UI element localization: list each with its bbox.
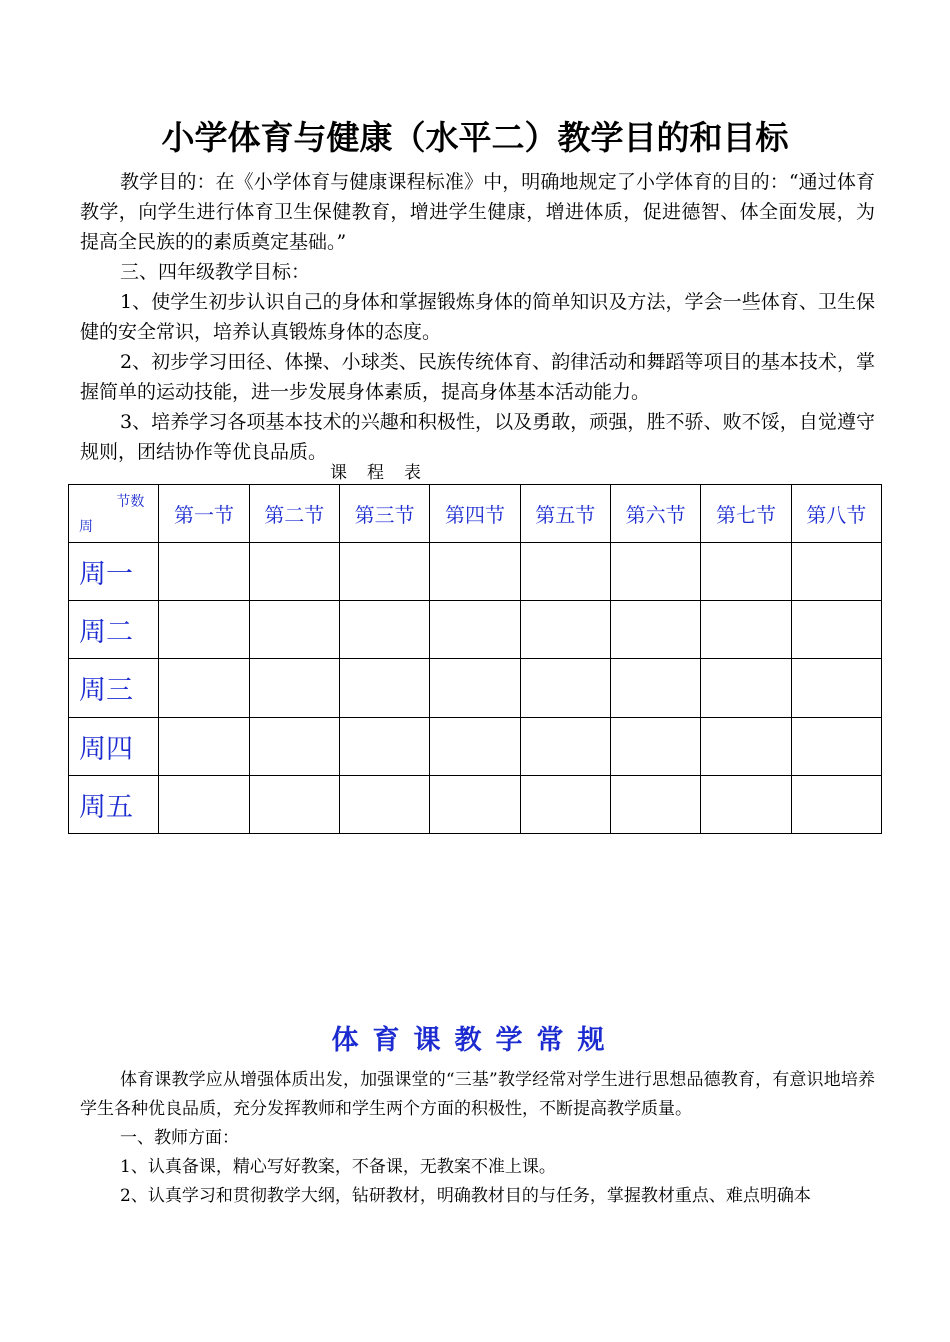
purpose-section	[80, 167, 875, 467]
table-row	[69, 543, 882, 601]
corner-week-label: 周	[79, 519, 93, 535]
schedule-cell	[520, 601, 610, 659]
schedule-cell	[791, 659, 881, 717]
schedule-cell	[701, 601, 791, 659]
schedule-cell	[430, 543, 520, 601]
teacher-heading: 一、教师方面：	[120, 1128, 239, 1148]
period-header-1: 第一节	[159, 485, 249, 543]
table-row	[69, 775, 882, 833]
schedule-cell	[520, 717, 610, 775]
schedule-cell	[249, 659, 339, 717]
schedule-cell	[791, 601, 881, 659]
period-header-5: 第五节	[520, 485, 610, 543]
goal-item-1: 1、使学生初步认识自己的身体和掌握锻炼身体的简单知识及方法，学会一些体育、卫生保健的安全常识，培养认真锻炼身体的态度。	[80, 291, 875, 343]
period-header-2: 第二节	[249, 485, 339, 543]
schedule-cell	[610, 659, 700, 717]
schedule-cell	[159, 543, 249, 601]
goal-item-3: 3、培养学习各项基本技术的兴趣和积极性，以及勇敢，顽强，胜不骄、败不馁，自觉遵守规则，团结协作等优良品质。	[80, 411, 875, 463]
page-title: 小学体育与健康（水平二）教学目的和目标	[161, 118, 789, 157]
schedule-cell	[249, 601, 339, 659]
period-header-7: 第七节	[701, 485, 791, 543]
schedule-cell	[159, 659, 249, 717]
period-header-6: 第六节	[610, 485, 700, 543]
purpose-paragraph: 教学目的：在《小学体育与健康课程标准》中，明确地规定了小学体育的目的：“通过体育教学，向学生进行体育卫生保健教育，增进学生健康，增进体质，促进德智、体全面发展，为提高全民族的的素质奠定基础。”	[80, 171, 875, 253]
period-header-8: 第八节	[791, 485, 881, 543]
schedule-cell	[249, 543, 339, 601]
table-row	[69, 717, 882, 775]
schedule-cell	[159, 775, 249, 833]
table-row	[69, 659, 882, 717]
day-header-5: 周五	[69, 775, 159, 833]
schedule-cell	[339, 717, 429, 775]
schedule-cell	[791, 543, 881, 601]
schedule-cell	[701, 717, 791, 775]
schedule-table	[68, 484, 882, 834]
corner-header-cell	[69, 485, 159, 543]
period-header-4: 第四节	[430, 485, 520, 543]
schedule-cell	[701, 543, 791, 601]
schedule-cell	[430, 601, 520, 659]
day-header-2: 周二	[69, 601, 159, 659]
schedule-cell	[159, 601, 249, 659]
schedule-cell	[610, 717, 700, 775]
day-header-4: 周四	[69, 717, 159, 775]
schedule-cell	[610, 601, 700, 659]
schedule-caption: 课程表	[330, 463, 441, 483]
schedule-cell	[701, 775, 791, 833]
schedule-cell	[430, 717, 520, 775]
routine-section	[80, 1066, 875, 1211]
schedule-cell	[520, 775, 610, 833]
goals-heading: 三、四年级教学目标：	[120, 261, 311, 283]
schedule-cell	[610, 775, 700, 833]
table-row	[69, 601, 882, 659]
schedule-cell	[610, 543, 700, 601]
goal-item-2: 2、初步学习田径、体操、小球类、民族传统体育、韵律活动和舞蹈等项目的基本技术，掌握简单的运动技能，进一步发展身体素质，提高身体基本活动能力。	[80, 351, 875, 403]
schedule-cell	[249, 775, 339, 833]
schedule-cell	[159, 717, 249, 775]
schedule-cell	[430, 659, 520, 717]
corner-periods-label: 节数	[116, 494, 145, 510]
routine-item-2: 2、认真学习和贯彻教学大纲，钻研教材，明确教材目的与任务，掌握教材重点、难点明确本	[120, 1186, 811, 1206]
routine-item-1: 1、认真备课，精心写好教案，不备课，无教案不准上课。	[120, 1157, 556, 1177]
routine-intro: 体育课教学应从增强体质出发，加强课堂的“三基”教学经常对学生进行思想品德教育，有意识地培养学生各种优良品质，充分发挥教师和学生两个方面的积极性，不断提高教学质量。	[80, 1070, 875, 1119]
period-header-3: 第三节	[339, 485, 429, 543]
schedule-cell	[791, 717, 881, 775]
schedule-cell	[339, 543, 429, 601]
schedule-cell	[249, 717, 339, 775]
schedule-cell	[791, 775, 881, 833]
schedule-cell	[520, 659, 610, 717]
schedule-cell	[339, 601, 429, 659]
schedule-cell	[339, 775, 429, 833]
schedule-cell	[701, 659, 791, 717]
day-header-1: 周一	[69, 543, 159, 601]
day-header-3: 周三	[69, 659, 159, 717]
schedule-cell	[520, 543, 610, 601]
schedule-cell	[339, 659, 429, 717]
schedule-cell	[430, 775, 520, 833]
routine-title: 体育课教学常规	[331, 1025, 619, 1056]
